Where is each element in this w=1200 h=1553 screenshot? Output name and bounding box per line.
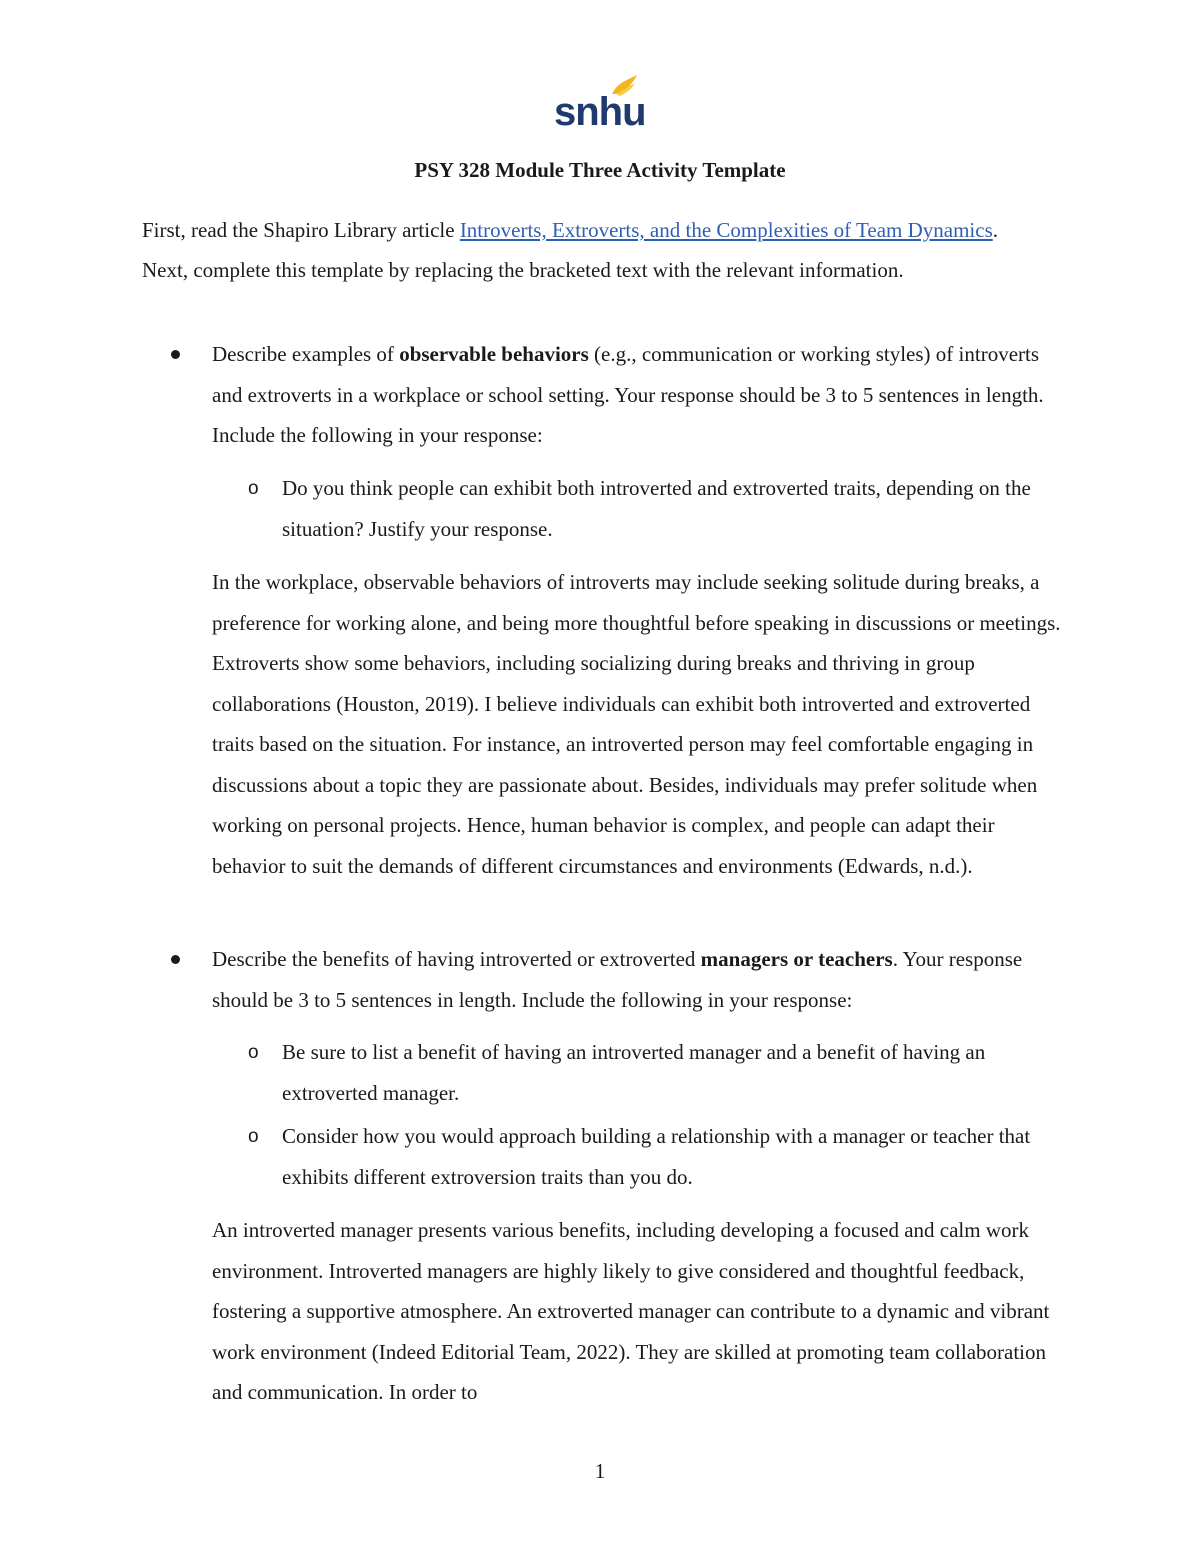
response-observable-behaviors: In the workplace, observable behaviors of introverts may include seeking solitude during breaks, a preference for working alone, and being more thoughtful before speaking in discussions or meetings. Extroverts show some behaviors, including socializing during breaks and thriving in group collaborations (Houston, 2019). I believe individuals can exhibit both introverted and extroverted traits based on the situation. For instance, an introverted person may feel comfortable engaging in discussions about a topic they are passionate about. Besides, individuals may prefer solitude when working on personal projects. Hence, human behavior is complex, and people can adapt their behavior to suit the demands of different circumstances and environments (Edwards, n.d.). <box>212 570 1061 878</box>
bold-observable-behaviors: observable behaviors <box>399 342 589 366</box>
page-number: 1 <box>594 1459 606 1483</box>
sub-bullet-marker: o <box>248 1042 259 1063</box>
sub-bullet-traits: o Do you think people can exhibit both introverted and extroverted traits, depending on the situation? Justify your response. <box>282 468 1072 550</box>
article-link[interactable]: Introverts, Extroverts, and the Complexities of Team Dynamics <box>459 218 993 242</box>
response-managers-teachers: An introverted manager presents various benefits, including developing a focused and calm work environment. Introverted managers are highly likely to give considered and thoughtful feedback, fostering a supportive atmosphere. An extroverted manager can contribute to a dynamic and vibrant work environment (Indeed Editorial Team, 2022). They are skilled at promoting team collaboration and communication. In order to <box>212 1218 1050 1404</box>
page-title: PSY 328 Module Three Activity Template <box>414 158 786 182</box>
sub-bullet-marker: o <box>248 1126 259 1147</box>
bullet-managers-teachers: Describe the benefits of having introverted or extroverted managers or teachers. Your response should be 3 to 5 sentences in length. Include the following in your response: <box>212 939 1072 1020</box>
sub-bullet-benefits: o Be sure to list a benefit of having an introverted manager and a benefit of having an extroverted manager. <box>282 1032 1072 1114</box>
snhu-logo <box>554 74 646 134</box>
bullet-observable-behaviors: Describe examples of observable behaviors (e.g., communication or working styles) of introverts and extroverts in a workplace or school setting. Your response should be 3 to 5 sentences in length. Include the following in your response: <box>212 334 1072 456</box>
sub-bullet-marker: o <box>248 478 259 499</box>
logo-wordmark: snhu <box>554 90 646 134</box>
intro-paragraph: First, read the Shapiro Library article Introverts, Extroverts, and the Complexities of Team Dynamics. Next, complete this template by replacing the bracketed text with the relevant information. <box>142 218 998 282</box>
bullet-dot <box>171 350 180 359</box>
sub-bullet-relationship: o Consider how you would approach building a relationship with a manager or teacher that exhibits different extroversion traits than you do. <box>282 1116 1072 1198</box>
bullet-dot <box>171 955 180 964</box>
bold-managers-teachers: managers or teachers <box>700 947 893 971</box>
